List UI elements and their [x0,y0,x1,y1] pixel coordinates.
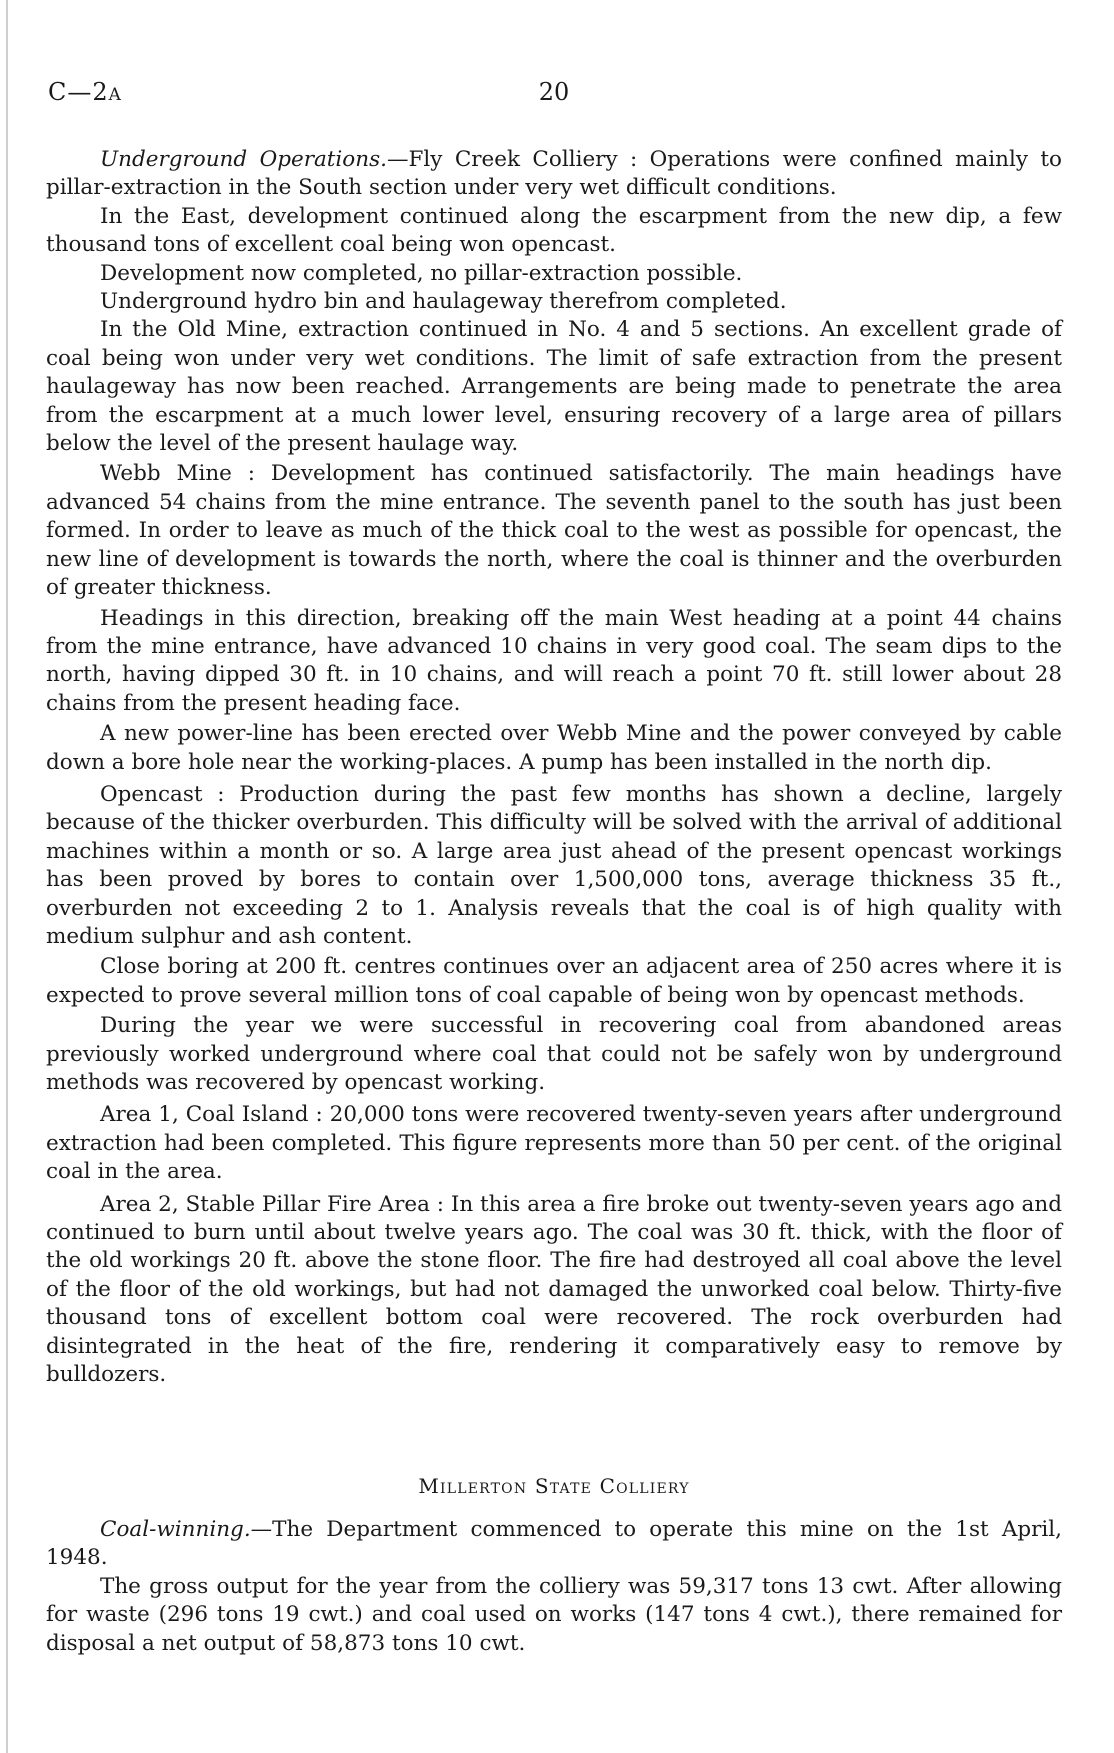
paragraph: Underground Operations.—Fly Creek Colliery : Operations were confined mainly to pillar-extraction in the South section under very wet difficult conditions. [46,147,1063,201]
paragraph: Area 2, Stable Pillar Fire Area : In this area a fire broke out twenty-seven years ago and continued to burn until about twelve years ago. The coal was 30 ft. thick, with the floor of the old workings 20 ft. above the stone floor. The fire had destroyed all coal above the level of the floor of the old workings, but had not damaged the unworked coal below. Thirty-five thousand tons of excellent bottom coal were recovered. The rock overburden had disintegrated in the heat of the fire, rendering it comparatively easy to remove by bulldozers. [46,1191,1062,1388]
paragraph: Coal-winning.—The Department commenced to operate this mine on the 1st April, 1948. [46,1517,1062,1571]
paragraph: A new power-line has been erected over Webb Mine and the power conveyed by cable down a bore hole near the working-places. A pump has been installed in the north dip. [46,721,1062,775]
page-header [48,78,1060,118]
paragraph: Area 1, Coal Island : 20,000 tons were recovered twenty-seven years after underground extraction had been completed. This figure represents more than 50 per cent. of the original coal in the area. [46,1102,1062,1185]
section-heading: Millerton State Colliery [418,1474,690,1498]
paragraph: Headings in this direction, breaking off the main West heading at a point 44 chains from the mine entrance, have advanced 10 chains in very good coal. The seam dips to the north, having dipped 30 ft. in 10 chains, and will reach a point 70 ft. still lower about 28 chains from the present heading face. [46,605,1062,716]
paragraph: The gross output for the year from the colliery was 59,317 tons 13 cwt. After allowing for waste (296 tons 19 cwt.) and coal used on works (147 tons 4 cwt.), there remained for disposal a net output of 58,873 tons 10 cwt. [46,1573,1062,1656]
document-reference: C—2A [48,78,122,106]
paragraph-lead: Coal-winning. [100,1517,251,1542]
paragraph: During the year we were successful in recovering coal from abandoned areas previously worked underground where coal that could not be safely won by underground methods was recovered by opencast working. [46,1013,1062,1095]
main-text [46,146,1062,1389]
paragraph: Webb Mine : Development has continued satisfactorily. The main headings have advanced 54 chains from the mine entrance. The seventh panel to the south has just been formed. In order to leave as much of the thick coal to the west as possible for opencast, the new line of development is towards the north, where the coal is thinner and the overburden of greater thickness. [46,461,1062,601]
paragraph: In the Old Mine, extraction continued in No. 4 and 5 sections. An excellent grade of coal being won under very wet conditions. The limit of safe extraction from the present haulageway has now been reached. Arrangements are being made to penetrate the area from the escarpment at a much lower level, ensuring recovery of a large area of pillars below the level of the present haulage way. [46,317,1062,457]
page-number: 20 [538,78,570,106]
paragraph: Close boring at 200 ft. centres continues over an adjacent area of 250 acres where it is expected to prove several million tons of coal capable of being won by opencast methods. [46,954,1062,1008]
paragraph: Development now completed, no pillar-extraction possible. [100,260,743,286]
paragraph: Opencast : Production during the past few months has shown a decline, largely because of the thicker overburden. This difficulty will be solved with the arrival of additional machines within a month or so. A large area just ahead of the present opencast workings has been proved by bores to contain over 1,500,000 tons, average thickness 35 ft., overburden not exceeding 2 to 1. Analysis reveals that the coal is of high quality with medium sulphur and ash content. [46,781,1062,949]
paragraph-lead: Underground Operations. [100,147,387,172]
section-text [46,1516,1062,1658]
paragraph: In the East, development continued along the escarpment from the new dip, a few thousand tons of excellent coal being won opencast. [46,203,1062,258]
paragraph: Underground hydro bin and haulageway therefrom completed. [100,289,787,315]
page-edge-line [6,0,8,1753]
